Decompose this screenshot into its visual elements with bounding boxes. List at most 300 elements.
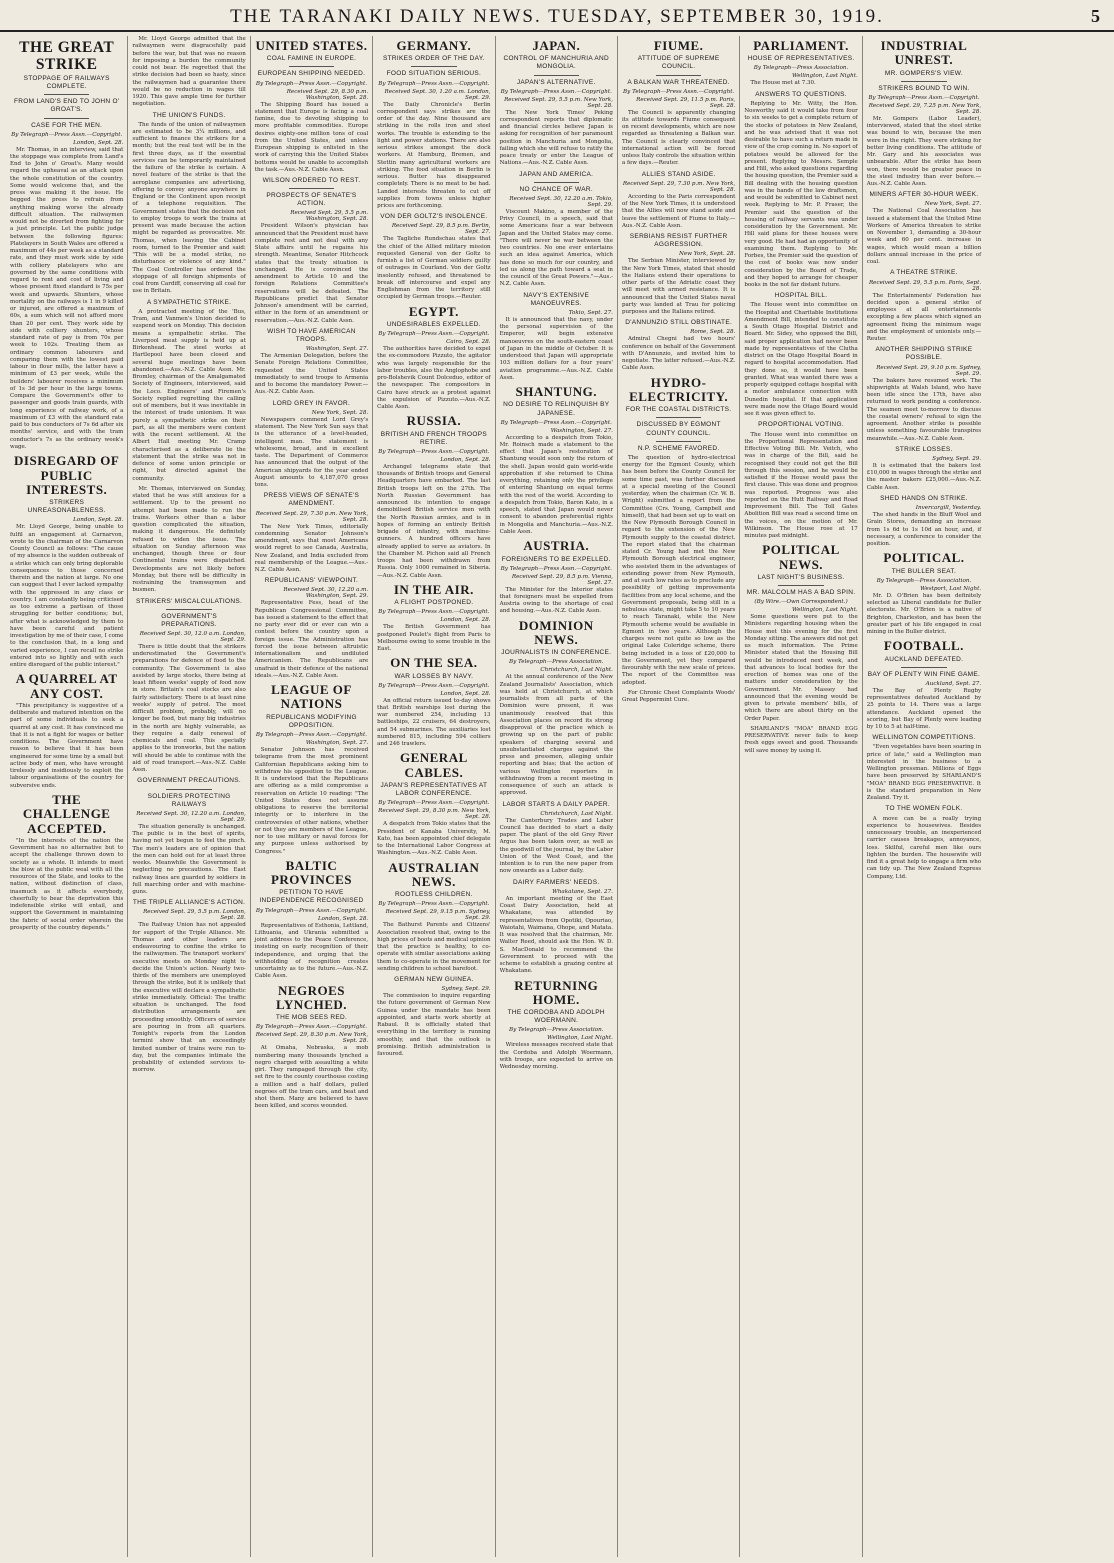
article-subheading: JAPAN'S REPRESENTATIVES AT LABOR CONFERENCE. [380,782,488,798]
article-subheading: THE TRIPLE ALLIANCE'S ACTION. [132,899,246,907]
article-byline: By Telegraph—Press Assn.—Copyright. [255,732,368,739]
article-subheading: STRIKERS' MISCALCULATIONS. [136,597,243,605]
article-headline: POLITICAL. [883,550,965,566]
article-subheading: UNDESIRABLES EXPELLED. [386,320,481,328]
article [867,346,981,443]
article-subheading: MR. MALCOLM HAS A BAD SPIN. [746,589,856,597]
article-body: There is little doubt that the strikers underestimated the Government's preparations for defence of food to the community. The Government is also assisted by large stocks, there being at least fifteen weeks' supply of food now in store. Britain's coal stocks are also fairly satisfactory. There is at least nine weeks' supply of petrol. The most difficult problem, probably, will no longer be food, but many big industries in the north are highly vulnerable, as they require a daily renewal of chemicals and coal. This specially applies to the ironworks, but the nation will should be able to continue with the aid of road transport.—Aus.-N.Z. Cable Assn. [132,643,246,774]
masthead [0,6,1114,32]
article-headline: GERMANY. [396,38,472,53]
article-headline: RETURNING HOME. [514,977,599,1007]
column-6 [618,36,740,1557]
article-byline: By Telegraph—Press Assn.—Copyright. [255,80,368,87]
article-body: According to the Paris correspondent of the New York Times, it is understood that the Allies will now stand aside and leave the settlement of Fiume to Italy.—Aus.-N.Z. Cable Assn. [621,193,736,229]
heading-rule [656,75,701,76]
article-headline: RUSSIA. [406,413,462,429]
article-subheading: NO DESIRE TO RELINQUISH BY JAPANESE. [503,401,610,417]
article-body: Representatives of Esthonia, Lettland, Lithuania, and Ukrania submitted a joint address to the Peace Conference, insisting on early recognition of their independence, and urging that the withholding of recognition creates uncertainty as to the future.—Aus.-N.Z. Cable Assn. [254,922,369,980]
article-subheading: WILSON ORDERED TO REST. [262,177,361,185]
article-body: The New York Times, editorially condemning Senator Johnson's amendment, says that most Americans would regret to see Canada, Australia, New Zealand, and India excluded from real membership of the League.—Aus.-N.Z. Cable Assn. [254,523,369,574]
article-headline: POLITICAL NEWS. [762,542,840,572]
article [377,976,490,1058]
article [744,292,857,418]
article-dateline: Received Sept. 29, 7.30 p.m. New York, Sept. 28. [622,180,736,193]
article-dateline: London, Sept. 28. [440,617,491,624]
article-subheading: THE MOB SEES RED. [275,1014,348,1022]
article-headline: DOMINION NEWS. [518,617,594,647]
article-subheading: SHED HANDS ON STRIKE. [880,494,968,502]
heading-rule [44,94,89,95]
article-subheading: CASE FOR THE MEN. [31,121,103,129]
article-dateline: London, Sept. 28. [317,915,369,922]
article-subheading: DISCUSSED BY EGMONT COUNTY COUNCIL. [636,421,721,437]
article-body: Mr. Thomas, interviewed on Sunday, stated that he was still anxious for a settlement. Up to the present no attempt had been made to run the trains. Workers other than a labor question complicated the situation, making it dangerous. He definitely refused to widen the issue. The situation on Sunday afternoon was unchanged, though three or four Continental trains were dispatched. Developments are not likely before Monday, but there will be difficulty in restraining the tramwaymen and busmen. [132,485,246,594]
article [255,577,368,680]
article-dateline: Received Sept. 29, 5.5 p.m. Paris, Sept. 28. [868,279,982,292]
article-body: For Chronic Chest Complaints Woods' Great Peppermint Cure. [621,689,736,704]
article [622,376,735,687]
article-body: "In the interests of the nation the Government has no alternative but to accept the challenge thrown down to society as a whole. It intends to meet the blow at the public weal with all the resources of the State, and looks to the nation, without distinction of class, inasmuch as it affects everybody, cheerfully to bear the deprivation this indefensible strike will entail, and support the Government in maintaining the fabric of social order wherein the prosperity of the country depends." [10,837,124,931]
article-subheading: LORD GREY IN FAVOR. [272,399,351,407]
article-subheading: A FLIGHT POSTPONED. [394,599,474,607]
article-subheading: JAPAN AND AMERICA. [519,170,594,178]
article-dateline: Auckland, Sept. 27. [925,680,982,687]
article [132,112,245,296]
article [255,328,368,397]
article-dateline: Washington, Sept. 27. [305,740,369,747]
article-byline: By Telegraph—Press Assn.—Copyright. [500,419,612,426]
article-body: The Bay of Plenty Rugby representatives defeated Auckland by 25 points to 14. There was a large attendance. Auckland opened the scoring, but Bay of Plenty were leading by 10 to 5 at half-time. [866,687,982,731]
article-body: "Even vegetables have been soaring in price of late," said a Wellington man interested in the business to a Wellington pressman. Millions of Eggs have been preserved by SHARLAND'S "MOA" BRAND EGG PRESERVATIVE. It is the standard preparation in New Zealand. Try it. [866,744,982,802]
article-body: At Omaha, Nebraska, a mob numbering many thousands lynched a negro charged with assaulting a white girl. They rampaged through the city, set fire to the county courthouse costing a million and a half dollars, pulled negroes off the tram cars, and beat and shot them. Many are believed to have been killed, and scores wounded. [254,1045,369,1110]
article-subheading: A SYMPATHETIC STRIKE. [146,298,232,306]
article [255,859,368,981]
article-dateline: Received Sept. 30, 12.20 a.m. Washington, Sept. 29. [283,587,369,600]
article-dateline: New York, Sept. 27. [924,201,982,208]
article [867,39,981,188]
article-byline: By Telegraph—Press Assn.—Copyright. [378,682,490,689]
article-headline: FIUME. [653,38,704,53]
article [132,777,245,896]
article [377,861,490,973]
article-body: The House went into committee on the Hospital and Charitable Institutions Amendment Bill, intended to constitute a South Otago Hospital District and Board. Mr. Sidey, who opposed the Bill, said proper application had never been made by representatives of the Clutha district on the Otago Hospital Board in regard to hospital accommodation. Had they done so, it would have been granted. What was wanted there was a properly equipped cottage hospital with a motor ambulance connection with Dunedin hospital. If that application were made now the Otago Board would see it was given effect to. [744,302,858,418]
article [500,539,613,615]
article-dateline: Christchurch, Last Night. [540,667,613,674]
article [744,421,857,540]
article-subheading: GOVERNMENT PRECAUTIONS. [137,777,242,785]
heading-rule [289,188,334,189]
article-dateline: Received Sept. 29, 7.30 p.m. New York, Sept. 28. [255,510,369,523]
article-byline: By Telegraph—Press Association. [508,1027,604,1034]
article [867,805,981,880]
article [744,543,857,723]
article-subheading: ATTITUDE OF SUPREME COUNCIL. [637,55,720,71]
article-headline: BALTIC PROVINCES [270,857,353,888]
article-body: The bakers have resumed work. The shipwrights at Walsh Island, who have been idle since the 17th, have also returned to work pending a conference. The seamen meet to-morrow to discuss the coastal owners' refusal to sign the agreement. Another strike is possible unless something favourable transpires meanwhile.—Aus.-N.Z. Cable Assn. [866,377,982,442]
article-dateline: London, Sept. 28. [440,690,491,697]
article-dateline: Christchurch, Last Night. [540,810,613,817]
article-body: The Entertainments' Federation has decided upon a general strike of employees at all entertainments excepting a few places which signed an agreement fixing the minimum wage and the employment of unionists only.—Reuter. [866,292,982,343]
article [500,385,613,536]
article-subheading: FOOD SITUATION SERIOUS. [386,70,482,78]
article-headline: AUSTRIA. [523,538,590,554]
article-headline: IN THE AIR. [393,581,474,597]
article-subheading: MINERS AFTER 30-HOUR WEEK. [869,191,979,199]
article-headline: THE CHALLENGE ACCEPTED. [22,791,111,836]
article-dateline: Washington, Sept. 27. [305,346,369,353]
article-body: The question of hydro-electrical energy for the Egmont County, which has been before the County Council for some time past, was further discussed at a special meeting of the Council yesterday, when the chairman (Cr. W. B. Wright) submitted a report from the Committee (Crs. Young, Campbell and himself), that had been set up to wait on the New Plymouth Borough Council in regard to the extension of the New Plymouth supply to the coastal district. The report stated that the chairman stated Cr. Young had met the New Plymouth Borough electrical engineer, who assisted them in the advantages of extending power from New Plymouth, and at such low rates as to preclude any possibility of getting improvements facilities from any local scheme, and the Government proposals, being still in a nebulous state, might take 5 to 10 years to reach Taranaki, while the New Plymouth scheme would be available in Egmont in two years. Although the charges were not quite so low as the original Lake Coleridge scheme, there being included in a loss of £20,000 to the Government, yet they compared favourably with the new scale of prices. The report of the Committee was adopted. [621,454,736,686]
article [622,690,735,705]
article-body: The House met at 7.30. [750,80,816,87]
heading-rule [166,609,211,610]
column-8 [863,36,985,1557]
article [10,793,123,932]
article [132,486,245,595]
article-byline: By Telegraph—Press Assn.—Copyright. [378,331,490,338]
article-byline: By Telegraph—Press Assn.—Copyright. [378,609,490,616]
article-dateline: Received Sept. 30, 1.20 a.m. London, Sept. 29. [384,88,491,101]
article-subheading: FOR THE COASTAL DISTRICTS. [625,406,732,414]
article-headline: EGYPT. [408,303,459,319]
article-body: The Bathurst Parents and Citizens' Association resolved that, owing to the high prices of boots and medical opinion that the practice is healthy, to co-operate with similar associations asking them to co-operate in the movement for sending children to school barefoot. [377,922,491,972]
article-subheading: FOREIGNERS TO BE EXPELLED. [501,555,611,563]
article-byline: By Telegraph—Press Assn.—Copyright. [500,88,612,95]
article-body: The situation generally is unchanged. The public is in the best of spirits, having not yet begun to feel the pinch. The men's leaders are of opinion that the men can hold out for at least three weeks. Meanwhile the Government is neglecting no precautions. The East railway lines are guarded by soldiers in full marching order and with machine-guns. [132,823,246,895]
article-body: The authorities have decided to expel the ex-commodore Pizzuto, the agitator who was largely responsible for the labor troubles, also the Anglophobe and pro-Bolshevik Count Dolceduo, editor of the newspaper. The compositors in Cairo have struck as a protest against the expulsion of Pizzuto.—Aus.-N.Z. Cable Assn. [377,346,491,411]
article [622,233,735,316]
article-dateline: Received Sept. 29, 8.30 p.m. New York, Sept. 28. [378,808,491,821]
article-body: A move can be a really trying experience to housewives. Besides unnecessary trouble, an inexperienced carrier causes breakages, annoyance, loss. Skilful, careful men like ours lighten the burden. The housewife will find it a great help to engage a firm who can tidy up. The New Zealand Express Company, Ltd. [866,815,982,880]
article-subheading: ROOTLESS CHILDREN. [395,891,473,899]
article-byline: By Telegraph—Press Association. [876,577,972,584]
article-dateline: Sydney, Sept. 29. [441,986,491,993]
article [132,598,245,775]
article-subheading: WISH TO HAVE AMERICAN TROOPS. [267,327,356,344]
article [500,979,613,1072]
article-subheading: LAST NIGHT'S BUSINESS. [757,573,845,581]
article-dateline: Wellington, Last Night. [547,1035,613,1042]
article-headline: THE GREAT STRIKE [19,39,115,74]
article-body: The Railway Union has not appealed for support of the Triple Alliance. Mr. Thomas and other leaders are endeavouring to confine the strike to the railwaymen. The transport workers' executive meets on Monday night to decide the Union's action. Nearly two-thirds of the members are unemployed through the strike, but it is unlikely that the executive will declare a sympathetic strike immediately. Official: The traffic situation is unchanged. The food distribution arrangements are proceeding smoothly. Officers of service are pouring in from all quarters. Tonight's reports from the London termini show that an exceedingly limited number of trains were run to-day, but the companies intimate the probability of extended services to-morrow. [132,922,246,1074]
article-dateline: Received Sept. 29, 8.5 p.m. Vienna, Sept. 27. [511,573,613,586]
article-byline: By Telegraph—Press Assn.—Copyright. [378,448,490,455]
article-subheading: REPUBLICANS MODIFYING OPPOSITION. [266,713,357,729]
article-body: It is announced that the navy, under the personal supervision of the Emperor, will begin extensive manoeuvres on the south-eastern coast of Japan in the middle of October. It is understood that Japan will appropriate 103 million dollars for a four years' aviation programme.—Aus.-N.Z. Cable Assn. [499,316,613,381]
article-headline: AUSTRALIAN NEWS. [388,859,480,889]
article [867,495,981,548]
article [132,36,245,109]
article-subheading: STOPPAGE OF RAILWAYS COMPLETE. [23,75,110,91]
article-dateline: Rome, Sept. 28. [690,329,736,336]
article-subheading: SERBIANS RESIST FURTHER AGGRESSION. [629,233,728,249]
article-body: Some questions were put to the Ministers regarding housing when the House met this evening for the first Monday sitting. The answers did not get us much information. The Prime Minister stated that the Housing Bill would be introduced next week, and that advances to local bodies for the erection of homes was one of the matters under consideration by the Government. Mr. Massey had announced that the evening would be given to private members' bills, of which there are about thirty on the Order Paper. [744,614,858,722]
article-dateline: Received Sept. 29, 8.5 p.m. Berlin, Sept. 27. [391,223,491,236]
article-body: The Daily Chronicle's Berlin correspondent says strikes are the order of the day. Nine thousand are striking in the rolls iron and steel works. The trouble is extending to the light and power stations. There are also serious strikes amongst the dock workers. At Hamburg, Bremen, and Stettin many agricultural workers are striking. The food situation in Berlin is serious. Butter has disappeared completely. There is no meat to be had. Landed interests threaten to cut off supplies from towns unless higher prices are forthcoming. [377,101,491,210]
article-byline: By Telegraph—Press Assn.—Copyright. [500,565,612,572]
article-subheading: A BALKAN WAR THREATENED. [627,78,730,86]
article-body: The Armenian Delegation, before the Senate Foreign Relations Committee, requested the United States immediately to send troops to Armenia and to become the mandatory Power.—Aus.-N.Z. Cable Assn. [254,353,369,396]
article [255,400,368,490]
article [867,551,981,636]
heading-rule [778,585,823,586]
article-headline: HYDRO-ELECTRICITY. [629,374,729,404]
article-dateline: Received Sept. 29, 5.5 p.m. New York, Sept. 28. [504,96,613,109]
heading-rule [901,81,947,82]
article-byline: By Telegraph—Press Association. [508,659,604,666]
article-headline: SHANTUNG. [515,384,597,400]
article-body: "This precipitancy is suggestive of a deliberate and matured intention on the part of some individuals to seek a quarrel at any cost. It has convinced me that it is not a fight for wages or better conditions. The Government have reason to believe that it has been engineered for some time by a small but active body of men, who have wrought tirelessly and insidiously to exploit the labour organisations of the country for subversive ends. [10,702,124,789]
article [744,39,857,88]
article-dateline: Received Sept. 30, 12.20 a.m. London, Sept. 29. [136,810,246,823]
article-dateline: Whakatane, Sept. 27. [552,888,613,895]
article [500,879,613,976]
article-byline: By Telegraph—Press Association. [753,65,849,72]
newspaper-columns [6,36,1108,1557]
article-subheading: WAR LOSSES BY NAVY. [394,672,474,680]
article-dateline: Received Sept. 29, 11.5 p.m. Paris, Sept. 28. [636,96,736,109]
article-subheading: NO CHANCE OF WAR. [519,185,593,193]
column-3 [251,36,373,1557]
article [500,39,613,168]
article-subheading: THE CORDOBA AND ADOLPH WOERMANN. [507,1009,605,1025]
article-headline: A QUARREL AT ANY COST. [15,671,118,701]
article-byline: By Telegraph—Press Assn.—Copyright. [623,88,735,95]
article-body: Mr. Gompers (Labor Leader), interviewed, stated that the steel strike was bound to win, because the men were in the right. They were striking for better living conditions. The attitude of Mr. Gary and his associates was unbearable. After the strike has been won, there would be greater peace in the steel industry than ever before.—Aus.-N.Z. Cable Assn. [866,115,982,188]
article-body: Senator Johnson has received telegrams from the most prominent Californian Republicans asking him to withdraw his opposition to the League. It is understood that the Republicans are offering as a mild compromise a reservation on Article 10 reading: "The United States does not assume obligations to reserve the territorial integrity or to interfere in the controversies of other nations, whether or not they are members of the League, nor to use military or naval forces for any purpose unless authorised by Congress." [254,747,369,855]
article-body: SHARLAND'S "MOA" BRAND EGG PRESERVATIVE never fails to keep fresh eggs sweet and good. Thousands will save money by using it. [744,725,858,754]
article-body: The Minister for the Interior states that foreigners must be expelled from Austria owing to the shortage of coal and housing.—Aus.-N.Z. Cable Assn. [499,586,613,615]
article [10,39,123,451]
article-body: An official return issued to-day shows that British warships lost during the war numbered 254, including 13 battleships, 22 cruisers, 64 destroyers, and 54 submarines. The auxiliaries lost numbered 815, including 594 colliers and 246 trawlers. [377,697,491,748]
article-body: The commission to inquire regarding the future government of German New Guinea under the mandate has been appointed, and starts work shortly at Rabaul. It is officially stated that everything in the territory is running smoothly, and that the outlook is promising. British administration is favoured. [377,993,491,1058]
article-byline: By Telegraph—Press Assn.—Copyright. [255,907,368,914]
article-subheading: JOURNALISTS IN CONFERENCE. [501,649,612,657]
article-subheading: PRESS VIEWS OF SENATE'S AMENDMENT. [263,492,360,508]
article-subheading: BAY OF PLENTY WIN FINE GAME. [867,670,981,678]
article [377,213,490,301]
article-headline: FOOTBALL. [883,638,964,654]
article-body: A protracted meeting of the 'Bus, Tram, and Vanmen's Union decided to suspend work on Monday. This decision means a sympathetic strike. The Liverpool meat supply is held up at Birkenhead. The steel works at Hartlepool have been closed and several huge meetings have been abandoned.—Aus.-N.Z. Cable Assn. Mr. Bromley, chairman of the Amalgamated Society of Engineers, interviewed, said the Loco. Engineers' and Firemen's Society replied regretting the calling out of members, but it was inevitable in the interest of trade unionism. It was purely a sympathetic strike on their part, as all the members were content with the recent settlement. At the Albert Hall meeting Mr. Cramp characterised as a deliberate lie the statement that the strike was not in defence of some union principle or right, but directed against the community. [132,308,246,482]
article-dateline: New York, Sept. 28. [678,251,736,258]
article-byline: By Telegraph—Press Assn.—Copyright. [11,131,123,138]
article-headline: ON THE SEA. [390,655,478,671]
article-body: Representative Fess, head of the Republican Congressional Committee, has issued a statement to the effect that no party ever did or ever can win a contest before the country upon a foreign issue. The Administration has forced the issue between altruistic internationalism and undiluted Americanism. The Republicans are unafraid in their defence of the national ideals.—Aus.-N.Z. Cable Assn. [254,600,369,679]
heading-rule [44,118,89,119]
article-body: The Council is apparently changing its attitude towards Fiume consequent on recent developments, which are now regarded as threatening a Balkan war. The Council is clearly convinced that international action will be forced unless Italy controls the situation within a few days.—Reuter. [621,109,736,167]
article [377,751,490,857]
heading-rule [411,66,456,67]
article-body: Mr. Lloyd George admitted that the railwaymen were disgracefully paid before the war, but that was no reason for imposing a burden the community could not bear. He regretted that the strike decision had been so hasty, since the railwaymen had a guarantee there would be no reduction in wages till 1920. This gave ample time for further negotiation. [132,36,246,108]
article [867,269,981,343]
article-body: Mr. D. O'Brien has been definitely selected as Liberal candidate for Buller electorate. Mr. O'Brien is a native of Brighton, Charleston, and has been the greater part of his life engaged in coal mining in the Buller district. [866,592,982,636]
article-dateline: Received Sept. 29, 7.25 p.m. New York, Sept. 28. [868,102,982,115]
heading-rule [901,667,947,668]
article-body: The Serbian Minister, interviewed by the New York Times, stated that should the Italians extend their operations to other parts of the Adriatic coast they will meet with armed resistance. It is announced that the United States naval party was landed at Trau for policing purposes and the Italians retired. [621,258,736,316]
article [377,39,490,210]
article [255,177,368,325]
article-byline: By Telegraph—Press Assn.—Copyright. [378,901,490,908]
article [377,414,490,580]
article-subheading: TO THE WOMEN FOLK. [885,805,963,813]
article [500,801,613,876]
article-subheading: NAVY'S EXTENSIVE MANOEUVRES. [523,291,590,307]
article-body: Mr. Thomas, in an interview, said that the stoppage was complete from Land's End to John o' Groat's. Many would regard the upheaval as an attack upon the whole constitution of the country. Some would welcome that, and the press was making it the issue. He begged the press to refrain from anything making worse the already difficult situation. The railwaymen would not be diverted from fighting for a just principle. Let the public judge between the following figures: Platelayers in South Wales are offered a maximum of 44s per week as a standard rate, and they must work side by side with colliery platelayers who are governed by the same conditions with regard to rent and cost of living and whose present fixed standard is 75s per week and upwards. Shunters, whose mortality on the railways is 1 in 9 killed or injured, are offered a maximum of 60s, a sum which will not afford more than 20 per cent. They work side by side with colliery shunters, whose standard rate of pay is from 70s per week to 102s. Treating them as ordinary common labourers and comparing them with the lowest paid labour in flour mills, the latter have a minimum of £3 per week, while the builders' labourer receives a minimum of 1s 3d per hour in the large towns. Compare the Government's offer to passenger and goods train guards, with long experience of railway work, of a maximum of £3 with the standard rate paid to bus conductors of 7s 6d after six months' service, and with the tram conductor's 7s as the ordinary week's wage. [10,146,124,450]
article-subheading: THE BULLER SEAT. [891,567,957,575]
page-number: 5 [1091,6,1100,26]
article [255,984,368,1111]
article [255,683,368,856]
article-body: According to a despatch from Tokio, Mr. Roinsch made a statement to the effect that Japan's restoration of Shantung would soon only the return of the shell. Japan would gain world-wide approbation if she returned to China everything, retaining only the privilege of entering Shantung on equal terms with the rest of the world. According to a despatch from Tokio, Baron Kato, in a speech, stated that Japan would never consent to abandon preferential rights in Mongolia and Manchuria.—Aus.-N.Z. Cable Assn. [499,434,613,535]
article-headline: DISREGARD OF PUBLIC INTERESTS. [14,453,120,497]
article-subheading: THE UNION'S FUNDS. [152,111,226,119]
article [500,292,613,383]
article-subheading: GOVERNMENT'S PREPARATIONS. [161,612,217,628]
article-headline: PARLIAMENT. [753,38,849,53]
article-body: The shed hands in the Bluff Wool and Grain Stores, demanding an increase from 1s 6d to 1s 10d an hour, and, if necessary, a conference to consider the position. [866,512,982,548]
article-subheading: FROM LAND'S END TO JOHN O' GROAT'S. [14,98,120,114]
article-subheading: ALLIES STAND ASIDE. [641,170,716,178]
article-headline: JAPAN. [532,38,581,53]
article-body: Viscount Makino, a member of the Privy Council, in a speech, said that some Americans fear a war between Japan and the United States may come. "There will never be war between the two countries. No one ever entertains such an idea against America, which has done so much for our country, and led us along the path toward a seat in the council of the Great Powers."—Aus.-N.Z. Cable Assn. [499,208,613,288]
article [377,656,490,748]
article-dateline: Wellington, Last Night. [791,73,858,80]
column-1 [6,36,128,1557]
article-headline: UNITED STATES. [255,38,368,53]
article-dateline: Received Sept. 29, 5.5 p.m. Washington, Sept. 28. [290,210,369,223]
article [622,171,735,230]
heading-rule [289,66,334,67]
heading-rule [166,789,211,790]
article-body: Mr. Lloyd George, being unable to fulfil an engagement at Carnarvon, wrote to the chairman of the Carnarvon County Council as follows: "The cause of my absence is the sudden outbreak of a strike which can only bring deplorable consequences to those concerned therein and the nation at large. No one can suggest that I ever lacked sympathy with the oppressed in any class or country. I am constantly being criticised as too extreme a partisan of those struggling for better conditions; but, after what is acknowledged by them to have been careful and patient investigation by me of their case, I come to the conclusion that, in a long and varied experience, I can recall no strike entered into so lightly and with such entire disregard of the public interest." [10,524,124,669]
article-byline: By Telegraph—Press Assn.—Copyright. [378,800,490,807]
article-subheading: PROSPECTS OF SENATE'S ACTION. [266,192,357,208]
article [867,191,981,266]
article [132,899,245,1074]
article-subheading: N.P. SCHEME FAVORED. [637,444,720,452]
column-4 [373,36,495,1557]
column-2 [128,36,250,1557]
article [867,639,981,731]
article-body: Replying to Mr. Witty, the Hon. Nosworthy said it would take from four to six weeks to get a complete return of the stocks of potatoes in New Zealand, and he was advised that it was not desirable to have such a return made in view of the crop coming in. No export of potatoes would be allowed for the present. Replying to Messrs. Semple and Hill, who asked questions regarding the housing question, the Premier said a Bill dealing with the housing question was in the hands of the law draftsmen, and would be submitted to Cabinet next week. Replying to Mr. P. Fraser, the Premier said the question of the housing of railway servants was under consideration by the Government. Mr. Hill said plans for these houses were very good. He had had an opportunity of examining them. Replying to Mr. Forbes, the Premier said the question of the cost of books was now under consideration by the Board of Trade, and they hoped to arrange for cheaper books in the not far distant future. [744,100,858,289]
article-body: The Canterbury Trades and Labor Council has decided to start a daily paper. The plant of the old Grey River Argus has been taken over, as well as the goodwill of the journal, by the Labor Union of the West Coast, and the intention is to run the new paper from now onwards as a Labor daily. [499,817,613,875]
article [867,734,981,802]
article-body: The funds of the union of railwaymen are estimated to be 3¼ millions, and sufficient to finance the strikers for a month; but the real test will be in the first three days, as if the essential services can be temporarily maintained the failure of the strike is certain. A novel feature of the strike is that the aeroplane companies are advertising, offering to convey anyone anywhere in England or the Continent upon receipt of a telephone requisition. The Government states that the decision not to employ troops to work the trains at present was made because the action might be regarded as provocative. Mr. Thomas, when leaving the Cabinet room, turned to the Premier and said: "This will be a model strike, no disturbance or violence of any kind." The Coal Controller has ordered the stoppage of all foreign shipments of coal from Cardiff, conserving all coal for use in Britain. [132,121,246,295]
article-subheading: GERMAN NEW GUINEA. [394,976,474,984]
article-subheading: COAL FAMINE IN EUROPE. [266,55,357,63]
article-subheading: STRIKERS BOUND TO WIN. [878,84,970,92]
article-subheading: JAPAN'S ALTERNATIVE. [516,78,596,86]
article-subheading: DAIRY FARMERS' NEEDS. [513,878,600,886]
article [10,672,123,790]
column-5 [496,36,618,1557]
article-body: The National Coal Association has issued a statement that the United Mine Workers of America threaten to strike on November 1, demanding a 30-hour week and 60 per cent. increase in wages, which would mean a billion dollars annual increase in the price of coal. [866,208,982,266]
article-body: An important meeting of the East Coast Dairy Association, held at Whakatane, was attended by representatives from Opotiki, Opouriao, Waiotahi, Waimana, Ohope, and Matata. It was resolved that the chairman, Mr. Walter Reed, should ask the Hon. W. D. S. MacDonald to recommend the Government to proceed with the scheme to establish a grazing centre at Whakatane. [499,895,613,975]
article [255,39,368,174]
heading-rule [534,182,579,183]
heading-rule [656,441,701,442]
article-body: The Shipping Board has issued a statement that Europe is facing a coal famine, due to devoting shipping to more profitable commodities. Europe desires eighty-one million tons of coal from the United States, and unless European shipping is enlisted in the work of carrying this the United States bottoms would be unable to accomplish the task.—Aus.-N.Z. Cable Assn. [254,101,369,173]
article [867,446,981,492]
article-byline: By Telegraph—Press Assn.—Copyright. [868,94,980,101]
article-body: The New York Times' Peking correspondent reports that diplomatic and financial circles believe Japan is asking for recognition of her paramount position in Manchuria and Mongolia, failing which she will refuse to ratify the peace treaty or enter the League of Nations.—Aus.-N.Z. Cable Assn. [499,109,613,167]
column-7 [740,36,862,1557]
article-dateline: Cairo, Sept. 28. [446,339,491,346]
article-dateline: Wellington, Last Night. [791,607,858,614]
article-dateline: Received Sept. 29, 5.5 p.m. London, Sept. 28. [143,909,246,922]
article-subheading: HOUSE OF REPRESENTATIVES. [747,55,855,63]
article-subheading: STRIKES ORDER OF THE DAY. [382,55,485,63]
article-subheading: ANSWERS TO QUESTIONS. [755,90,847,98]
article-headline: LEAGUE OF NATIONS [271,682,352,712]
article-subheading: STRIKERS UNREASONABLENESS. [27,499,106,515]
article-dateline: Invercargill, Yesterday. [915,505,982,512]
article [500,171,613,289]
heading-rule [534,75,579,76]
article-subheading: AUCKLAND DEFEATED. [884,655,964,663]
article-byline: By Telegraph—Press Assn.—Copyright. [378,80,490,87]
article [10,454,123,669]
article-dateline: Received Sept. 29, 9.10 p.m. Sydney, Sept. 29. [876,364,982,377]
article-subheading: LABOR STARTS A DAILY PAPER. [502,800,611,808]
article-subheading: HOSPITAL BILL. [774,292,828,300]
article-headline: NEGROES LYNCHED. [275,982,348,1012]
article-subheading: ANOTHER SHIPPING STRIKE POSSIBLE. [875,346,973,362]
article [744,726,857,755]
article [255,492,368,574]
article-dateline: Received Sept. 29, 8.30 p.m. New York, Sept. 28. [255,1032,369,1045]
article-byline: By Telegraph—Press Assn.—Copyright. [255,1024,368,1031]
article-subheading: WELLINGTON COMPETITIONS. [872,734,976,742]
article [744,91,857,290]
article-body: The Tagliche Rundschau states that the chief of the Allied military mission requested General von der Goltz to furnish a list of German soldiers guilty of outrages in Courland. Von der Goltz insolently refused, and threatened to break off intercourse and expel any Englishman from the territory still occupied by German troops.—Reuter. [377,236,491,301]
article-subheading: PROPORTIONAL VOTING. [758,421,844,429]
masthead-title: THE TARANAKI DAILY NEWS. TUESDAY, SEPTEMBER 30, 1919. [230,6,884,27]
article [622,319,735,372]
article-dateline: Westport, Last Night. [920,585,982,592]
article-subheading: PETITION TO HAVE INDEPENDENCE RECOGNISED [259,889,364,905]
article-body: The House went into committee on the Proportional Representation and Effective Voting Bill. Mr. Veitch, who was in charge of the Bill, said he recognised they could not get the Bill through this session, and he would be satisfied if the House would pass the first clause. This was done and progress was reported. Progress was also reported on the Hutt Railway and Road Improvement Bill. The Toll Gates Abolition Bill was read a second time on the voices, on the motion of Mr. Wilkinson. The House rose at 17 minutes past midnight. [744,431,858,540]
article-byline: (By Wire.—Own Correspondent.) [754,599,848,606]
article-subheading: D'ANNUNZIO STILL OBSTINATE. [625,319,733,327]
article-body: Wireless messages received state that the Cordoba and Adolph Woermann, with troops, are expected to arrive on Wednesday morning. [499,1042,613,1071]
article [377,583,490,653]
article-subheading: CONTROL OF MANCHURIA AND MONGOLIA. [503,55,610,71]
article-subheading: SOLDIERS PROTECTING RAILWAYS [147,792,231,808]
article-dateline: New York, Sept. 28. [311,409,369,416]
article [500,619,613,798]
article-body: At the annual conference of the New Zealand Journalists' Association, which was held at Christchurch, at which journalists from all parts of the Dominion were present, it was unanimously resolved that this Association places on record its strong disapproval of the practice which is growing up on the part of public speakers of charging several and unsubstantiated charges against the press and pressmen, alleging unfair reporting and bias; that the action of various Wellington reporters in withdrawing from a recent meeting in consequence of such an attack is approved. [499,674,613,797]
article-subheading: STRIKE LOSSES. [895,445,953,453]
article-body: President Wilson's physician has announced that the President must have complete rest and not deal with any State affairs until he regains his strength. Meantime, Senator Hitchcock states that the treaty situation is unchanged. He is convinced the amendment to Article 10 and the foreign Relations Committee's reservations will be defeated. The Republicans predict that Senator Johnson's amendment will be carried, either in the form of an amendment or reservation.—Aus.-N.Z. Cable Assn. [254,223,369,324]
article-subheading: VON DER GOLTZ'S INSOLENCE. [380,213,488,221]
article-dateline: Washington, Sept. 27. [550,427,613,434]
article-dateline: Tokio, Sept. 27. [568,309,613,316]
article-dateline: London, Sept. 28. [440,456,491,463]
article-subheading: BRITISH AND FRENCH TROOPS RETIRE. [380,430,488,446]
article [377,305,490,412]
article-headline: GENERAL CABLES. [399,750,468,780]
article-body: The British Government has postponed Poulet's flight from Paris to Melbourne owing to some trouble in the East. [377,624,491,653]
article [132,299,245,483]
article-subheading: EUROPEAN SHIPPING NEEDED. [257,70,366,78]
article-body: It is estimated that the bakers lost £10,000 in wages through the strike and the master bakers £25,000.—Aus.-N.Z. Cable Assn. [866,462,982,491]
article-body: Archangel telegrams state that thousands of British troops and General Headquarters have embarked. The last British troops left on the 27th. The North Russian Government has announced its intention to engage demobilised British service men with the North Russian armies, and is in hopes of forming an entirely British brigade of infantry, with machine-gunners. A hundred officers have already applied to serve as aviators. In the Chamber M. Pichon said all French troops had been withdrawn from Russia. Only 1000 remained in Siberia.—Aus.-N.Z. Cable Assn. [377,463,491,579]
heading-rule [656,417,701,418]
article-subheading: REPUBLICANS' VIEWPOINT. [264,577,359,585]
article-dateline: Received Sept. 29, 8.30 p.m. Washington, Sept. 28. [286,88,369,101]
article-dateline: London, Sept. 28. [73,517,124,524]
article-subheading: MR. GOMPERS'S VIEW. [884,69,963,77]
